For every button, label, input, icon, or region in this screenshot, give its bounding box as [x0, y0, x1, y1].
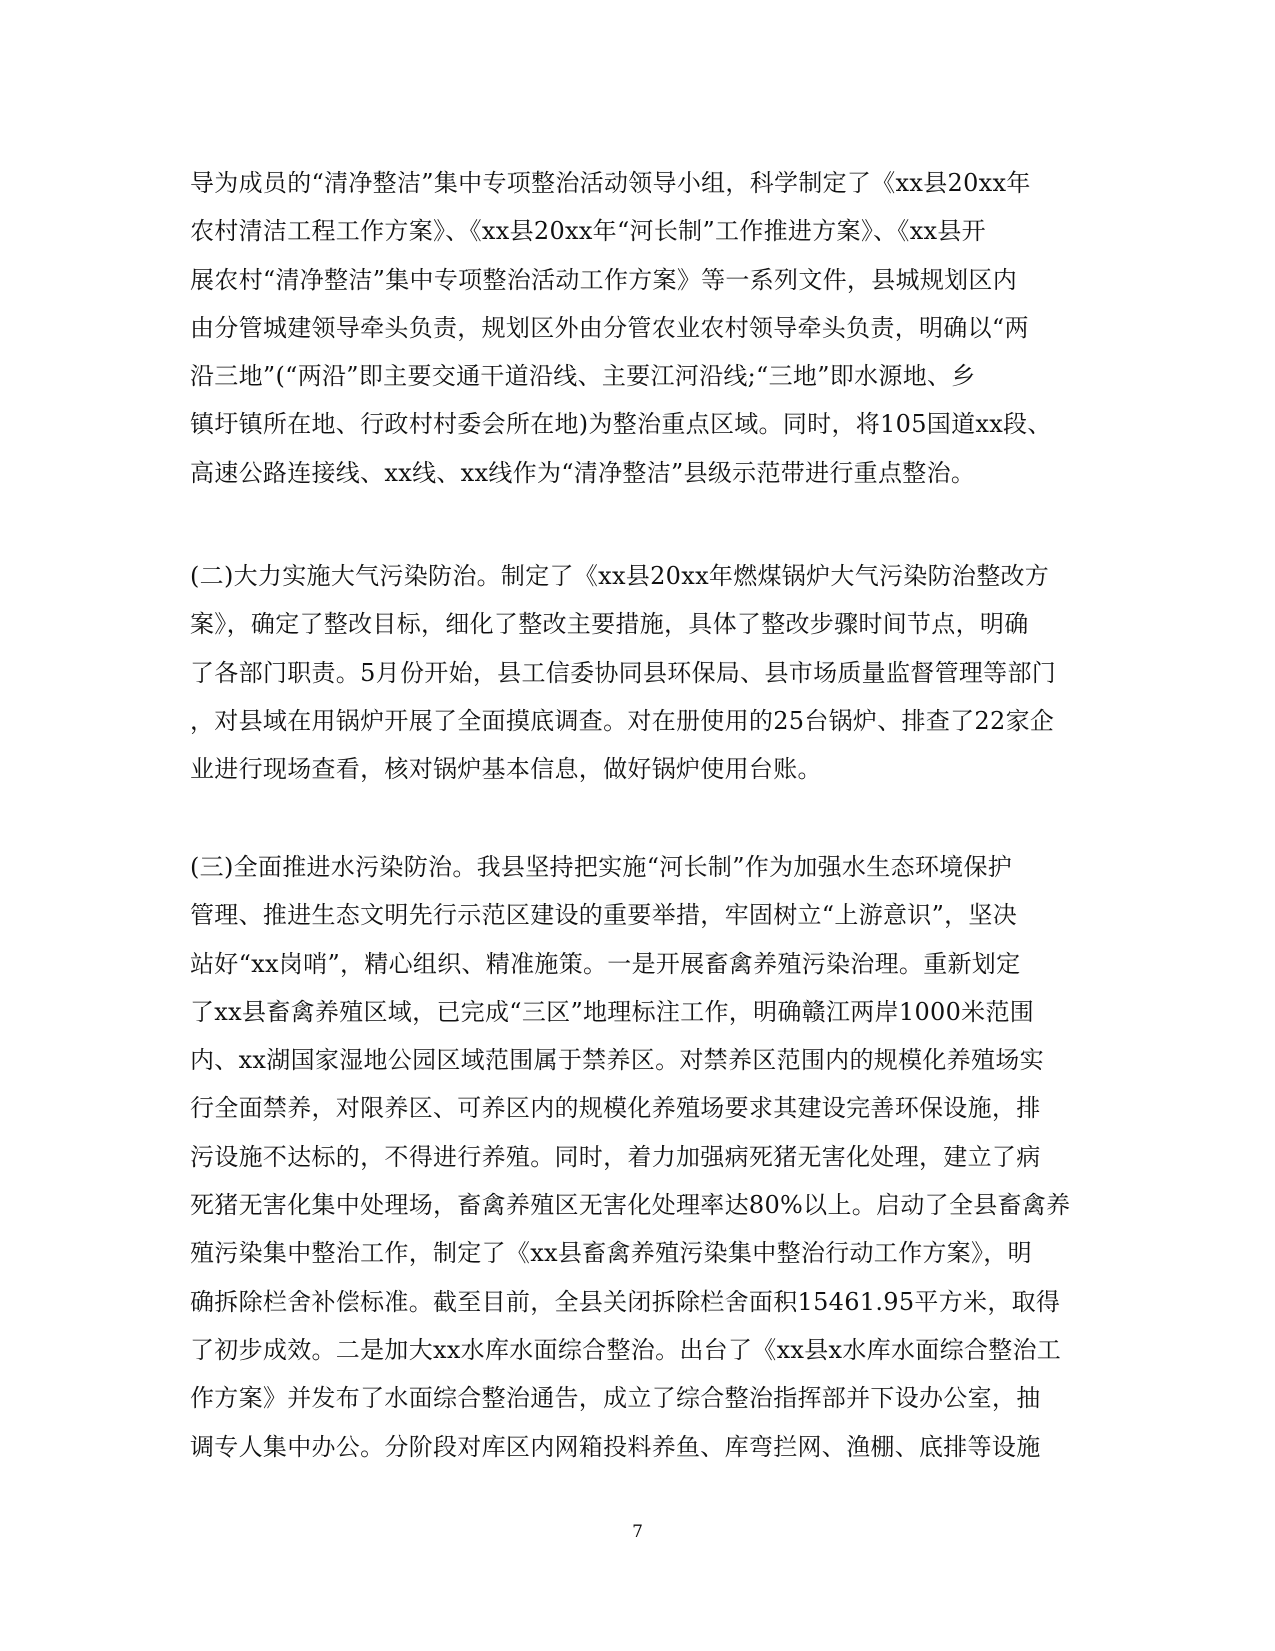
page-number: 7: [632, 1522, 643, 1542]
text-line: 殖污染集中整治工作，制定了《xx县畜禽养殖污染集中整治行动工作方案》，明: [190, 1239, 1032, 1268]
text-line: 沿三地”(“两沿”即主要交通干道沿线、主要江河沿线;“三地”即水源地、乡: [190, 362, 976, 391]
text-line: 了各部门职责。5月份开始，县工信委协同县环保局、县市场质量监督管理等部门: [190, 658, 1057, 687]
text-line: 了初步成效。二是加大xx水库水面综合整治。出台了《xx县x水库水面综合整治工: [190, 1335, 1062, 1364]
text-line: 作方案》并发布了水面综合整治通告，成立了综合整治指挥部并下设办公室，抽: [190, 1384, 1041, 1413]
text-line: 确拆除栏舍补偿标准。截至目前，全县关闭拆除栏舍面积15461.95平方米，取得: [190, 1287, 1061, 1316]
text-line: 由分管城建领导牵头负责，规划区外由分管农业农村领导牵头负责，明确以“两: [190, 313, 1029, 342]
text-line: 案》，确定了整改目标，细化了整改主要措施，具体了整改步骤时间节点，明确: [190, 610, 1029, 639]
text-line: 调专人集中办公。分阶段对库区内网箱投料养鱼、库弯拦网、渔棚、底排等设施: [190, 1432, 1041, 1461]
text-line: 高速公路连接线、xx线、xx线作为“清净整洁”县级示范带进行重点整治。: [190, 458, 976, 487]
text-line: (三)全面推进水污染防治。我县坚持把实施“河长制”作为加强水生态环境保护: [190, 853, 1013, 881]
text-line: 管理、推进生态文明先行示范区建设的重要举措，牢固树立“上游意识”，坚决: [190, 901, 1018, 930]
text-line: 内、xx湖国家湿地公园区域范围属于禁养区。对禁养区范围内的规模化养殖场实: [190, 1046, 1044, 1075]
text-line: 业进行现场查看，核对锅炉基本信息，做好锅炉使用台账。: [190, 755, 822, 784]
text-line: 了xx县畜禽养殖区域，已完成“三区”地理标注工作，明确赣江两岸1000米范围: [190, 997, 1035, 1026]
text-line: 展农村“清净整洁”集中专项整治活动工作方案》等一系列文件，县城规划区内: [190, 265, 1018, 294]
text-line: 导为成员的“清净整洁”集中专项整治活动领导小组，科学制定了《xx县20xx年: [190, 169, 1031, 197]
text-line: ，对县域在用锅炉开展了全面摸底调查。对在册使用的25台锅炉、排查了22家企: [190, 706, 1055, 735]
paragraph-water-pollution: [190, 843, 1070, 1471]
text-line: (二)大力实施大气污染防治。制定了《xx县20xx年燃煤锅炉大气污染防治整改方: [190, 562, 1050, 590]
text-line: 污设施不达标的，不得进行养殖。同时，着力加强病死猪无害化处理，建立了病: [190, 1142, 1041, 1171]
text-line: 站好“xx岗哨”，精心组织、精准施策。一是开展畜禽养殖污染治理。重新划定: [190, 949, 1021, 978]
text-line: 农村清洁工程工作方案》、《xx县20xx年“河长制”工作推进方案》、《xx县开: [190, 217, 986, 246]
text-line: 镇圩镇所在地、行政村村委会所在地)为整治重点区域。同时，将105国道xx段、: [190, 410, 1052, 439]
text-line: 死猪无害化集中处理场，畜禽养殖区无害化处理率达80%以上。启动了全县畜禽养: [190, 1191, 1071, 1220]
text-line: 行全面禁养，对限养区、可养区内的规模化养殖场要求其建设完善环保设施，排: [190, 1094, 1041, 1123]
paragraph-air-pollution: [190, 552, 1070, 793]
paragraph-leadership-group: [190, 159, 1070, 497]
